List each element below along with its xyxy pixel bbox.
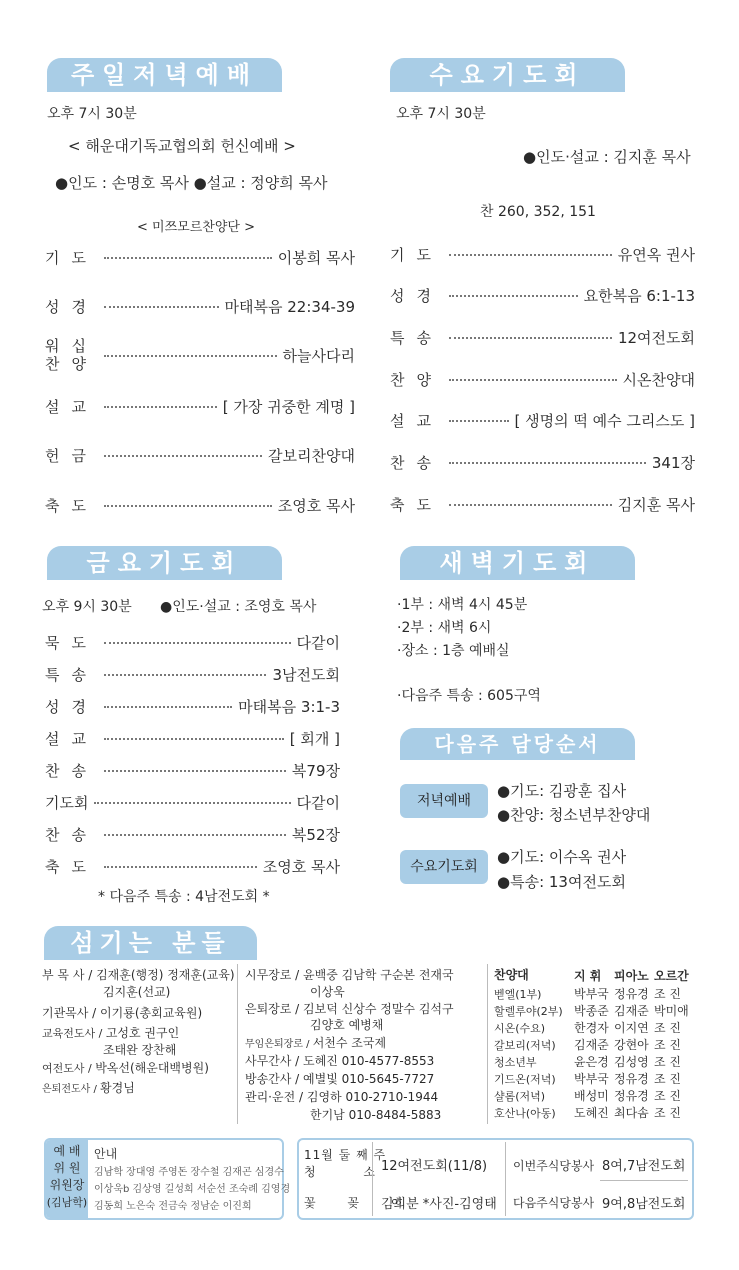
choir-cell: 호산나(아동)	[494, 1106, 556, 1120]
choir-cell: 배성미	[574, 1089, 609, 1103]
table-row	[494, 1104, 694, 1121]
dot-leader	[449, 462, 646, 464]
staff-role: 여전도사 /	[42, 1062, 96, 1075]
row-value: 다같이	[296, 794, 340, 812]
row-value: 조영호 목사	[262, 858, 340, 876]
table-row	[494, 1002, 694, 1019]
staff-role: 방송간사 /	[245, 1072, 304, 1086]
row-value: 갈보리찬양대	[268, 447, 355, 465]
row-label: 찬송	[45, 826, 98, 844]
staff-role: 관리·운전 /	[245, 1090, 307, 1104]
wednesday-row-benediction	[390, 494, 695, 514]
row-label: 기도	[390, 246, 443, 264]
staff-names: 서천수 조국제	[312, 1036, 387, 1050]
staff-names: 김영하 010-2710-1944	[306, 1090, 439, 1104]
row-label: 설교	[45, 398, 98, 416]
dot-leader	[104, 834, 286, 836]
friday-row-hymn	[45, 760, 340, 780]
next-week-group-wednesday: 수요기도회	[400, 850, 488, 884]
dot-leader	[449, 379, 617, 381]
worship-committee-names-2: 이상욱b 김상영 길성희 서순선 조숙례 김영경	[94, 1184, 291, 1195]
sunday-leaders: ●인도 : 손명호 목사 ●설교 : 정양희 목사	[55, 174, 328, 192]
wednesday-row-prayer	[390, 244, 695, 264]
staff-broadcast-secretary	[245, 1070, 434, 1087]
next-week-evening-praise: ●찬양: 청소년부찬양대	[497, 806, 651, 824]
dawn-title-banner: 새벽기도회	[400, 546, 635, 580]
dot-leader	[104, 257, 272, 259]
row-label: 기도	[45, 249, 98, 267]
friday-row-sermon	[45, 728, 340, 748]
choir-cell: 갈보리(저녁)	[494, 1038, 556, 1052]
committee-label-line: 위 원	[53, 1161, 81, 1175]
friday-time: 오후 9시 30분	[42, 599, 132, 615]
worship-committee-heading: 안내	[94, 1147, 118, 1161]
meal-this-week-label: 이번주식당봉사	[513, 1159, 595, 1173]
friday-title-banner: 금요기도회	[47, 546, 282, 580]
choir-header-cell: 찬양대	[494, 968, 529, 982]
dot-leader	[104, 406, 217, 408]
sunday-time: 오후 7시 30분	[47, 106, 137, 122]
staff-management-driver-2: 한기남 010-8484-5883	[310, 1108, 442, 1122]
staff-education-evangelists-2: 조태완 장찬해	[103, 1043, 177, 1057]
staff-retired-elders-2: 김양호 예병채	[310, 1018, 384, 1032]
staff-role: 사무간사 /	[245, 1054, 304, 1068]
staff-role: 은퇴전도사 /	[42, 1084, 101, 1095]
row-value: 김지훈 목사	[617, 496, 695, 514]
friday-row-benediction	[45, 856, 340, 876]
staff-names: 예별빛 010-5645-7727	[303, 1072, 435, 1086]
choir-cell: 조 진	[654, 987, 681, 1001]
staff-names: 김보덕 신상수 정말수 김석구	[303, 1002, 454, 1016]
row-value: 마태복음 3:1-3	[238, 698, 340, 716]
staff-role: 은퇴장로 /	[245, 1002, 304, 1016]
meal-next-week-label: 다음주식당봉사	[513, 1196, 595, 1210]
row-label: 설교	[45, 730, 98, 748]
row-value: 이봉희 목사	[277, 249, 355, 267]
choir-cell: 할렐루야(2부)	[494, 1004, 563, 1018]
dot-leader	[449, 254, 612, 256]
choir-cell: 박부국	[574, 1072, 609, 1086]
staff-names: 박옥선(해운대백병원)	[95, 1061, 209, 1075]
staff-names: 도혜진 010-4577-8553	[303, 1054, 435, 1068]
dot-leader	[449, 295, 578, 297]
dot-leader	[104, 738, 284, 740]
choir-cell: 벧엘(1부)	[494, 987, 542, 1001]
dot-leader	[104, 455, 262, 457]
row-label: 찬양	[390, 371, 443, 389]
table-row	[494, 1087, 694, 1104]
row-value: 3남전도회	[272, 666, 340, 684]
friday-leaders: ●인도·설교 : 조영호 목사	[160, 599, 317, 615]
choir-cell: 김재준	[614, 1004, 649, 1018]
staff-active-elders-2: 이상욱	[310, 985, 345, 999]
table-row	[494, 1019, 694, 1036]
sunday-row-scripture	[45, 296, 355, 316]
friday-row-scripture	[45, 696, 340, 716]
staff-associate-pastors-2: 김지훈(선교)	[103, 985, 171, 999]
choir-table	[494, 966, 694, 1121]
row-label: 축도	[45, 858, 98, 876]
choir-cell: 이지연	[614, 1021, 649, 1035]
dot-leader	[104, 674, 267, 676]
row-value: 복52장	[291, 826, 340, 844]
staff-title-banner: 섬기는 분들	[44, 926, 257, 960]
wednesday-hymns: 찬 260, 352, 151	[480, 204, 596, 220]
choir-cell: 박종준	[574, 1004, 609, 1018]
row-label	[45, 337, 98, 380]
choir-cell: 박부국	[574, 987, 609, 1001]
sunday-row-sermon	[45, 396, 355, 416]
staff-female-evangelist	[42, 1059, 209, 1076]
row-label: 성경	[390, 287, 443, 305]
row-label: 설교	[390, 412, 443, 430]
staff-associate-pastors	[42, 966, 235, 983]
staff-active-elders	[245, 966, 454, 983]
table-row	[494, 1070, 694, 1087]
dawn-line-3: ·장소 : 1층 예배실	[397, 643, 510, 659]
choir-cell: 정유경	[614, 1089, 649, 1103]
duties-horizontal-rule	[600, 1180, 688, 1181]
choir-cell: 김재준	[574, 1038, 609, 1052]
next-week-evening-prayer: ●기도: 김광훈 집사	[497, 782, 627, 800]
worship-committee-names-1: 김남학 장대영 주영돈 장수철 김재곤 심경수	[94, 1167, 284, 1178]
sunday-row-worship	[45, 337, 355, 373]
row-value: 12여전도회	[617, 329, 695, 347]
staff-divider-2	[487, 964, 488, 1124]
row-label: 성경	[45, 698, 98, 716]
staff-names: 이기룡(총회교육원)	[100, 1006, 203, 1020]
row-value: 요한복음 6:1-13	[583, 287, 695, 305]
row-label: 헌금	[45, 447, 98, 465]
dot-leader	[104, 642, 291, 644]
row-value: 시온찬양대	[622, 371, 695, 389]
choir-cell: 샬롬(저녁)	[494, 1089, 546, 1103]
cleaning-value: 12여전도회(11/8)	[381, 1159, 488, 1174]
choir-cell: 시온(수요)	[494, 1021, 546, 1035]
row-label: 축도	[390, 496, 443, 514]
staff-names: 김재훈(행정) 정재훈(교육)	[96, 968, 235, 982]
dot-leader	[104, 306, 219, 308]
dot-leader	[104, 706, 232, 708]
staff-retired-elders	[245, 1000, 454, 1017]
staff-role: 기관목사 /	[42, 1006, 101, 1020]
choir-cell: 기드온(저녁)	[494, 1072, 556, 1086]
staff-office-secretary	[245, 1052, 434, 1069]
choir-cell: 정유경	[614, 1072, 649, 1086]
cleaning-label-2: 청 소	[304, 1165, 397, 1179]
wednesday-leaders: ●인도·설교 : 김지훈 목사	[523, 148, 691, 166]
sunday-row-prayer	[45, 247, 355, 267]
committee-label-line: 예 배	[53, 1144, 81, 1158]
choir-table-header	[494, 966, 694, 985]
choir-header-cell: 지 휘	[574, 969, 602, 983]
worship-committee-label	[46, 1140, 88, 1218]
staff-management-driver	[245, 1088, 438, 1105]
row-value: 복79장	[291, 762, 340, 780]
cleaning-label: 11월 둘 째 주	[304, 1148, 387, 1162]
table-row	[494, 1053, 694, 1070]
choir-header-cell: 피아노	[614, 969, 649, 983]
friday-note: * 다음주 특송 : 4남전도회 *	[98, 889, 270, 905]
friday-row-prayer-meeting	[45, 792, 340, 812]
dot-leader	[449, 504, 612, 506]
next-week-title-banner: 다음주 담당순서	[400, 728, 635, 760]
row-value: [ 생명의 떡 예수 그리스도 ]	[514, 412, 695, 430]
wednesday-title-banner: 수요기도회	[390, 58, 625, 92]
sunday-row-benediction	[45, 495, 355, 515]
row-label: 찬송	[45, 762, 98, 780]
choir-cell: 조 진	[654, 1021, 681, 1035]
staff-role: 교육전도사 /	[42, 1027, 106, 1040]
row-label: 특송	[45, 666, 98, 684]
row-label: 축도	[45, 497, 98, 515]
choir-cell: 박미애	[654, 1004, 689, 1018]
row-value: [ 회개 ]	[289, 730, 340, 748]
meal-next-week-value: 9여,8남전도회	[602, 1197, 686, 1212]
dawn-next-special: ·다음주 특송 : 605구역	[397, 688, 541, 704]
staff-names: 윤백중 김남학 구순본 전재국	[303, 968, 454, 982]
staff-retired-evangelist	[42, 1079, 135, 1096]
dot-leader	[104, 866, 257, 868]
dot-leader	[104, 770, 286, 772]
staff-names: 고성호 권구인	[105, 1026, 180, 1040]
staff-unassigned-retired-elders	[245, 1034, 386, 1051]
choir-cell: 도혜진	[574, 1106, 609, 1120]
wednesday-row-sermon	[390, 410, 695, 430]
wednesday-row-praise	[390, 369, 695, 389]
choir-cell: 조 진	[654, 1106, 681, 1120]
worship-committee-names-3: 김동희 노은숙 전금숙 정남순 이진희	[94, 1201, 252, 1212]
staff-education-evangelists	[42, 1024, 179, 1041]
choir-cell: 정유경	[614, 987, 649, 1001]
row-value: 341장	[651, 454, 695, 472]
choir-cell: 한경자	[574, 1021, 609, 1035]
row-label: 성경	[45, 298, 98, 316]
staff-names: 황경님	[100, 1081, 135, 1095]
friday-row-silent-prayer	[45, 632, 340, 652]
choir-cell: 최다솜	[614, 1106, 649, 1120]
choir-cell: 조 진	[654, 1072, 681, 1086]
dawn-line-1: ·1부 : 새벽 4시 45분	[397, 597, 528, 613]
wednesday-row-scripture	[390, 285, 695, 305]
staff-institution-pastor	[42, 1004, 202, 1021]
table-row	[494, 985, 694, 1002]
staff-role: 무임은퇴장로 /	[245, 1039, 313, 1050]
next-week-group-evening: 저녁예배	[400, 784, 488, 818]
wednesday-time: 오후 7시 30분	[396, 106, 486, 122]
choir-cell: 조 진	[654, 1055, 681, 1069]
wednesday-row-hymn	[390, 452, 695, 472]
friday-row-special-song	[45, 664, 340, 684]
choir-header-cell: 오르간	[654, 969, 689, 983]
row-label: 찬송	[390, 454, 443, 472]
row-label: 묵도	[45, 634, 98, 652]
row-value: 하늘사다리	[282, 347, 355, 365]
meal-this-week-value: 8여,7남전도회	[602, 1159, 686, 1174]
dawn-line-2: ·2부 : 새벽 6시	[397, 620, 492, 636]
table-row	[494, 1036, 694, 1053]
sunday-event: < 해운대기독교협의회 헌신예배 >	[68, 137, 296, 155]
choir-cell: 강현아	[614, 1038, 649, 1052]
row-value: 마태복음 22:34-39	[224, 298, 355, 316]
row-value: 유연옥 권사	[617, 246, 695, 264]
row-label: 특송	[390, 329, 443, 347]
sunday-row-offering	[45, 445, 355, 465]
row-label-line1: 워십	[45, 337, 98, 355]
committee-label-line: (김남학)	[46, 1196, 88, 1209]
row-value: 다같이	[296, 634, 340, 652]
choir-cell: 김성영	[614, 1055, 649, 1069]
duties-divider-2	[505, 1142, 506, 1216]
dot-leader	[94, 802, 290, 804]
next-week-wednesday-prayer: ●기도: 이수옥 권사	[497, 848, 627, 866]
row-value: [ 가장 귀중한 계명 ]	[222, 398, 355, 416]
dot-leader	[449, 420, 509, 422]
choir-cell: 조 진	[654, 1089, 681, 1103]
wednesday-row-special-song	[390, 327, 695, 347]
flower-label: 꽃 꽂 이	[304, 1196, 417, 1210]
row-label: 기도회	[45, 794, 89, 812]
dot-leader	[449, 337, 612, 339]
staff-divider-1	[237, 964, 238, 1124]
row-value: 조영호 목사	[277, 497, 355, 515]
choir-cell: 청소년부	[494, 1055, 537, 1069]
choir-cell: 조 진	[654, 1038, 681, 1052]
dot-leader	[104, 355, 277, 357]
staff-role: 시무장로 /	[245, 968, 304, 982]
sunday-choir: < 미쯔모르찬양단 >	[137, 220, 255, 235]
flower-value: 김희분 *사진-김영태	[381, 1197, 497, 1212]
dot-leader	[104, 505, 272, 507]
committee-label-line: 위원장	[49, 1178, 85, 1192]
choir-cell: 윤은경	[574, 1055, 609, 1069]
staff-role: 부 목 사 /	[42, 968, 97, 982]
friday-row-hymn-2	[45, 824, 340, 844]
row-label-line2: 찬양	[45, 355, 98, 373]
sunday-title-banner: 주일저녁예배	[47, 58, 282, 92]
next-week-wednesday-special: ●특송: 13여전도회	[497, 873, 626, 891]
